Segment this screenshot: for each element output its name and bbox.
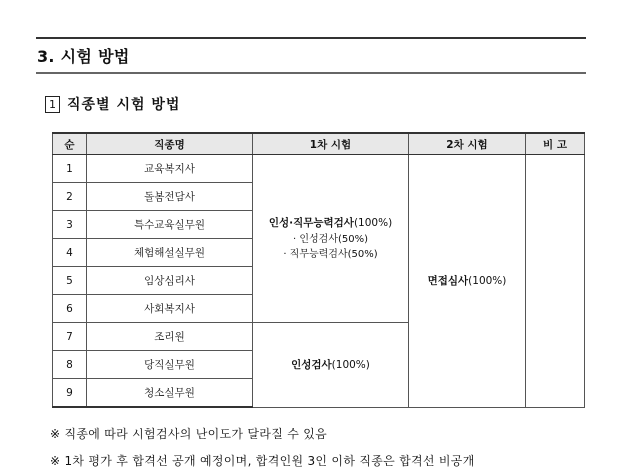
row-job: 사회복지사 xyxy=(87,295,253,323)
row-order: 3 xyxy=(53,211,87,239)
note-cutoff: ※ 1차 평가 후 합격선 공개 예정이며, 합격인원 3인 이하 직종은 합격선 비공개 xyxy=(50,454,475,468)
row-order: 6 xyxy=(53,295,87,323)
first-exam-b-bold: 인성검사 xyxy=(291,359,332,372)
row-job: 당직실무원 xyxy=(87,351,253,379)
header-order: 순 xyxy=(53,133,87,155)
row-job: 체험해설실무원 xyxy=(87,239,253,267)
row-job: 임상심리사 xyxy=(87,267,253,295)
row-job: 돌봄전담사 xyxy=(87,183,253,211)
section-title: 3. 시험 방법 xyxy=(37,47,130,66)
first-exam-a-details xyxy=(253,232,408,262)
first-exam-a-rest: (100%) xyxy=(353,217,393,229)
top-rule xyxy=(36,37,586,39)
second-exam-all xyxy=(409,155,526,408)
first-exam-a-bold: 인성·직무능력검사 xyxy=(268,217,354,229)
section-rule xyxy=(36,72,586,74)
first-exam-group-a xyxy=(253,155,409,323)
first-exam-a-main xyxy=(253,215,408,230)
exam-method-table xyxy=(52,132,585,408)
row-order: 9 xyxy=(53,379,87,408)
header-first-exam: 1차 시험 xyxy=(253,133,409,155)
remark-cell xyxy=(526,155,585,408)
row-order: 1 xyxy=(53,155,87,183)
second-exam-rest: (100%) xyxy=(468,275,507,288)
row-order: 7 xyxy=(53,323,87,351)
subtitle-text: 직종별 시험 방법 xyxy=(67,97,181,113)
first-exam-b-rest: (100%) xyxy=(331,359,370,372)
header-job: 직종명 xyxy=(87,133,253,155)
row-order: 5 xyxy=(53,267,87,295)
row-order: 2 xyxy=(53,183,87,211)
second-exam-bold: 면접심사 xyxy=(427,275,469,288)
header-second-exam: 2차 시험 xyxy=(409,133,526,155)
subtitle xyxy=(45,94,180,114)
subtitle-number-box: 1 xyxy=(45,96,60,113)
row-job: 청소실무원 xyxy=(87,379,253,408)
table-header-row xyxy=(53,133,585,155)
first-exam-a-sub2: · 직무능력검사(50%) xyxy=(283,249,378,260)
row-job: 특수교육실무원 xyxy=(87,211,253,239)
row-job: 교육복지사 xyxy=(87,155,253,183)
first-exam-a-sub1: · 인성검사(50%) xyxy=(292,234,369,245)
row-order: 4 xyxy=(53,239,87,267)
header-remark: 비 고 xyxy=(526,133,585,155)
table-row xyxy=(53,155,585,183)
row-order: 8 xyxy=(53,351,87,379)
first-exam-group-b xyxy=(253,323,409,408)
row-job: 조리원 xyxy=(87,323,253,351)
note-difficulty: ※ 직종에 따라 시험검사의 난이도가 달라질 수 있음 xyxy=(50,427,327,441)
